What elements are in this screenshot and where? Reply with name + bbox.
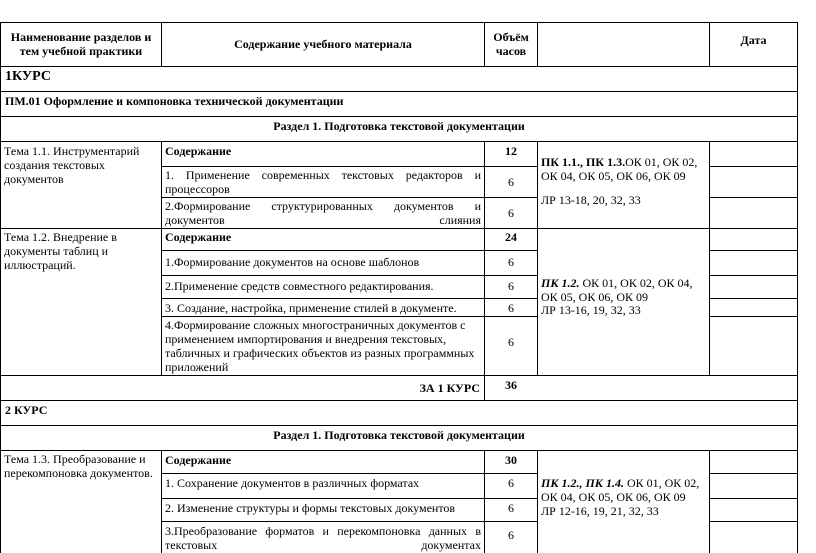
competency-codes: ПК 1.2. (541, 276, 580, 290)
competencies (541, 276, 706, 304)
general-competencies: ОК 01, ОК 02, ОК 04, ОК 05, ОК 06, ОК 09 (541, 155, 698, 183)
course-total-hours: 36 (505, 378, 517, 392)
topic-total-hours: 30 (505, 453, 517, 467)
content-item: 4.Формирование сложных многостраничных документов с применением импортирования и внедрения текстовых, табличных и графических объектов из разных программных приложений (165, 318, 475, 374)
course-title: 1КУРС (5, 69, 51, 84)
module-title: ПМ.01 Оформление и компоновка технической документации (5, 94, 344, 108)
header-hours-cell: Объём часов (493, 30, 529, 58)
topic-total-hours: 12 (505, 144, 517, 158)
course-total-label: ЗА 1 КУРС (419, 381, 480, 395)
item-hours: 6 (508, 175, 514, 189)
header-date-cell: Дата (740, 33, 767, 47)
item-hours: 6 (508, 301, 514, 315)
topic-name: Тема 1.1. Инструментарий создания текстовых документов (4, 144, 140, 186)
general-competencies: ОК 01, ОК 02, ОК 04, ОК 05, ОК 06, ОК 09 (541, 276, 693, 304)
content-item: 3.Преобразование форматов и перекомпоновка данных в текстовых документах (165, 524, 481, 552)
competencies (541, 476, 706, 504)
content-label: Содержание (165, 230, 232, 244)
item-hours: 6 (508, 335, 514, 349)
header-content-cell: Содержание учебного материала (234, 37, 412, 51)
general-competencies: ОК 01, ОК 02, ОК 04, ОК 05, ОК 06, ОК 09 (541, 476, 700, 504)
competency-codes: ПК 1.2., ПК 1.4. (541, 476, 624, 490)
topic-name: Тема 1.2. Внедрение в документы таблиц и иллюстраций. (4, 230, 117, 272)
content-item: 2.Формирование структурированных документов и документов слияния (165, 199, 481, 227)
content-item: 2.Применение средств совместного редактирования. (165, 279, 434, 293)
item-hours: 6 (508, 476, 514, 490)
content-item: 3. Создание, настройка, применение стилей в документе. (165, 301, 457, 315)
item-hours: 6 (508, 206, 514, 220)
item-hours: 6 (508, 501, 514, 515)
topic-name: Тема 1.3. Преобразование и перекомпоновка документов. (4, 452, 153, 480)
topic-total-hours: 24 (505, 230, 517, 244)
section-title: Раздел 1. Подготовка текстовой документации (273, 119, 525, 133)
personal-results: ЛР 13-18, 20, 32, 33 (541, 193, 641, 207)
content-item: 1. Применение современных текстовых редакторов и процессоров (165, 168, 481, 196)
competency-codes: ПК 1.1., ПК 1.3. (541, 155, 626, 169)
content-label: Содержание (165, 453, 232, 467)
personal-results: ЛР 13-16, 19, 32, 33 (541, 303, 641, 317)
content-item: 2. Изменение структуры и формы текстовых документов (165, 501, 456, 515)
personal-results: ЛР 12-16, 19, 21, 32, 33 (541, 504, 659, 518)
content-label: Содержание (165, 144, 232, 158)
content-item: 1.Формирование документов на основе шаблонов (165, 255, 420, 269)
item-hours: 6 (508, 255, 514, 269)
competencies (541, 155, 706, 183)
course-title: 2 КУРС (5, 403, 48, 417)
content-item: 1. Сохранение документов в различных форматах (165, 476, 420, 490)
item-hours: 6 (508, 528, 514, 542)
header-section-cell: Наименование разделов и тем учебной практики (10, 30, 152, 58)
section-title: Раздел 1. Подготовка текстовой документации (273, 428, 525, 442)
item-hours: 6 (508, 279, 514, 293)
